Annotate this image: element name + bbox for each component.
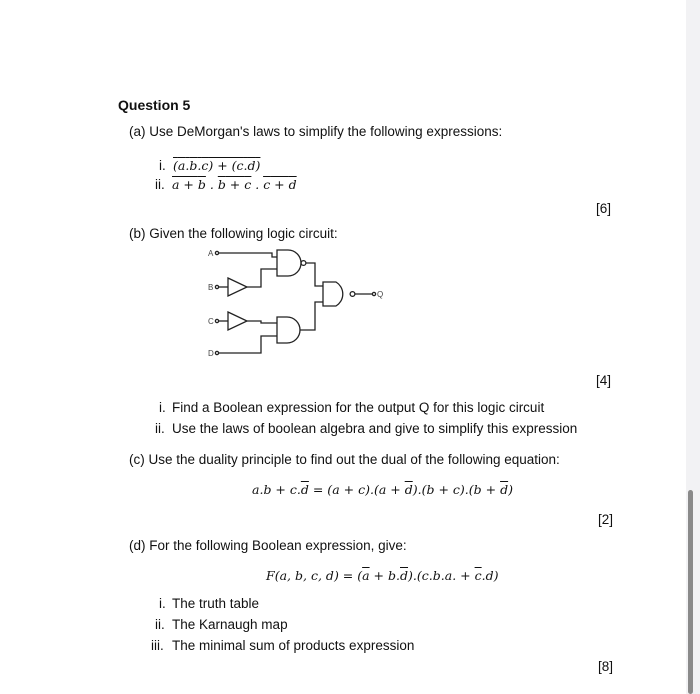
part-d-prompt: (d) For the following Boolean expression, give:: [129, 538, 407, 553]
input-a-terminal: [215, 251, 218, 254]
part-a-item-1-expression: (a.b.c) + (c.d): [173, 158, 261, 173]
input-b-label: B: [208, 283, 214, 292]
part-c-prompt: (c) Use the duality principle to find out the dual of the following equation:: [129, 452, 560, 467]
wire-notc: [247, 321, 277, 323]
wire-notb: [247, 269, 277, 287]
part-c-marks: [2]: [598, 512, 614, 527]
input-d-terminal: [215, 351, 218, 354]
output-q-label: Q: [377, 290, 384, 299]
wire-nand1-out: [306, 263, 323, 286]
part-d-item-3-number: iii.: [151, 638, 164, 653]
part-d-item-2-number: ii.: [155, 617, 165, 632]
part-b-prompt: (b) Given the following logic circuit:: [129, 226, 338, 241]
part-b-item-2-number: ii.: [155, 421, 165, 436]
not-gate-b: [228, 278, 247, 296]
logic-circuit-diagram: [200, 244, 390, 359]
input-a-label: A: [208, 249, 214, 258]
part-d-item-1-number: i.: [159, 596, 166, 611]
part-a-item-2-expression: a + b . b + c . c + d: [172, 177, 297, 192]
part-c-equation: $a.b + c.\overline{d} = (a + c).(a + \overline{d}).(b + c).(b + \overline{d})$: [252, 482, 513, 497]
output-q-terminal: [372, 292, 375, 295]
wire-d: [219, 336, 277, 353]
nand-gate-top-bubble: [301, 261, 306, 266]
part-d-item-2-text: The Karnaugh map: [172, 617, 288, 632]
part-a-prompt: (a) Use DeMorgan's laws to simplify the following expressions:: [129, 124, 503, 139]
input-c-label: C: [208, 317, 214, 326]
part-a-item-2-number: ii.: [155, 177, 165, 192]
input-d-label: D: [208, 349, 214, 358]
part-b-marks: [4]: [596, 373, 612, 388]
part-d-marks: [8]: [598, 659, 614, 674]
wire-and-out: [300, 302, 323, 330]
part-b-item-2-text: Use the laws of boolean algebra and give to simplify this expression: [172, 421, 578, 436]
and-gate-bottom: [277, 317, 300, 343]
not-gate-c: [228, 312, 247, 330]
part-d-equation: F(a, b, c, $d) = (\overline{a} + b.\overline{d}).(c.b.a$. + $\overline{c}.d$): [266, 568, 499, 583]
question-title: Question 5: [118, 97, 191, 113]
input-b-terminal: [215, 285, 218, 288]
part-a-item-1-number: i.: [159, 158, 166, 173]
vertical-scrollbar[interactable]: [688, 490, 693, 694]
part-d-item-1-text: The truth table: [172, 596, 260, 611]
part-d-item-3-text: The minimal sum of products expression: [172, 638, 415, 653]
wire-a: [219, 253, 277, 257]
part-a-marks: [6]: [596, 201, 612, 216]
part-b-item-1-text: Find a Boolean expression for the output Q for this logic circuit: [172, 400, 545, 415]
part-b-item-1-number: i.: [159, 400, 166, 415]
output-gate-bubble: [350, 292, 355, 297]
input-c-terminal: [215, 319, 218, 322]
nand-gate-top: [277, 250, 301, 276]
output-gate: [323, 282, 343, 306]
